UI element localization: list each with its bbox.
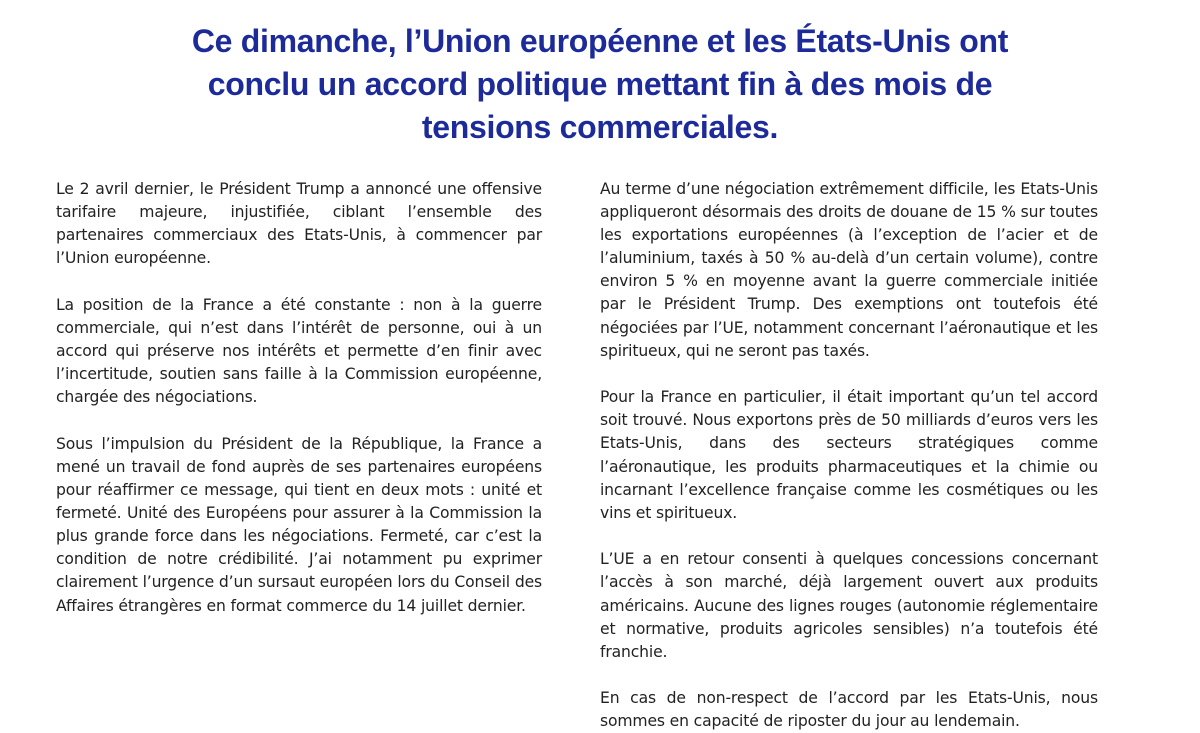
left-paragraph-3: Sous l’impulsion du Président de la République, la France a mené un travail de fond auprès de ses partenaires européens pour réaffirmer ce message, qui tient en deux mots : unité et fermeté. Unité des Européens pour assurer à la Commission la plus grande force dans les négociations. Fermeté, car c’est la condition de notre crédibilité. J’ai notamment pu exprimer clairement l’urgence d’un sursaut européen lors du Conseil des Affaires étrangères en format commerce du 14 juillet dernier. (56, 434, 542, 615)
headline: Ce dimanche, l’Union européenne et les États-Unis ont conclu un accord politique mettant fin à des mois de tensions commerciales. (191, 23, 1009, 145)
left-paragraph-1: Le 2 avril dernier, le Président Trump a annoncé une offensive tarifaire majeure, injustifiée, ciblant l’ensemble des partenaires commerciaux des Etats-Unis, à commencer par l’Union européenne. (56, 180, 542, 268)
left-column (56, 178, 542, 618)
right-column (600, 178, 1098, 733)
right-paragraph-1: Au terme d’une négociation extrêmement difficile, les Etats-Unis appliqueront désormais des droits de douane de 15 % sur toutes les exportations européennes (à l’exception de l’acier et de l’aluminium, taxés à 50 % au-delà d’un certain volume), contre environ 5 % en moyenne avant la guerre commerciale initiée par le Président Trump. Des exemptions ont toutefois été négociées par l’UE, notamment concernant l’aéronautique et les spiritueux, qui ne seront pas taxés. (600, 180, 1098, 360)
left-paragraph-2: La position de la France a été constante : non à la guerre commerciale, qui n’est dans l’intérêt de personne, oui à un accord qui préserve nos intérêts et permette d’en finir avec l’incertitude, soutien sans faille à la Commission européenne, chargée des négociations. (56, 295, 542, 407)
right-paragraph-2: Pour la France en particulier, il était important qu’un tel accord soit trouvé. Nous exportons près de 50 milliards d’euros vers les Etats-Unis, dans des secteurs stratégiques comme l’aéronautique, les produits pharmaceutiques et la chimie ou incarnant l’excellence française comme les cosmétiques ou les vins et spiritueux. (600, 388, 1098, 522)
right-paragraph-3: L’UE a en retour consenti à quelques concessions concernant l’accès à son marché, déjà largement ouvert aux produits américains. Aucune des lignes rouges (autonomie réglementaire et normative, produits agricoles sensibles) n’a toutefois été franchie. (600, 550, 1098, 661)
right-paragraph-4: En cas de non-respect de l’accord par les Etats-Unis, nous sommes en capacité de riposter du jour au lendemain. (600, 689, 1098, 731)
